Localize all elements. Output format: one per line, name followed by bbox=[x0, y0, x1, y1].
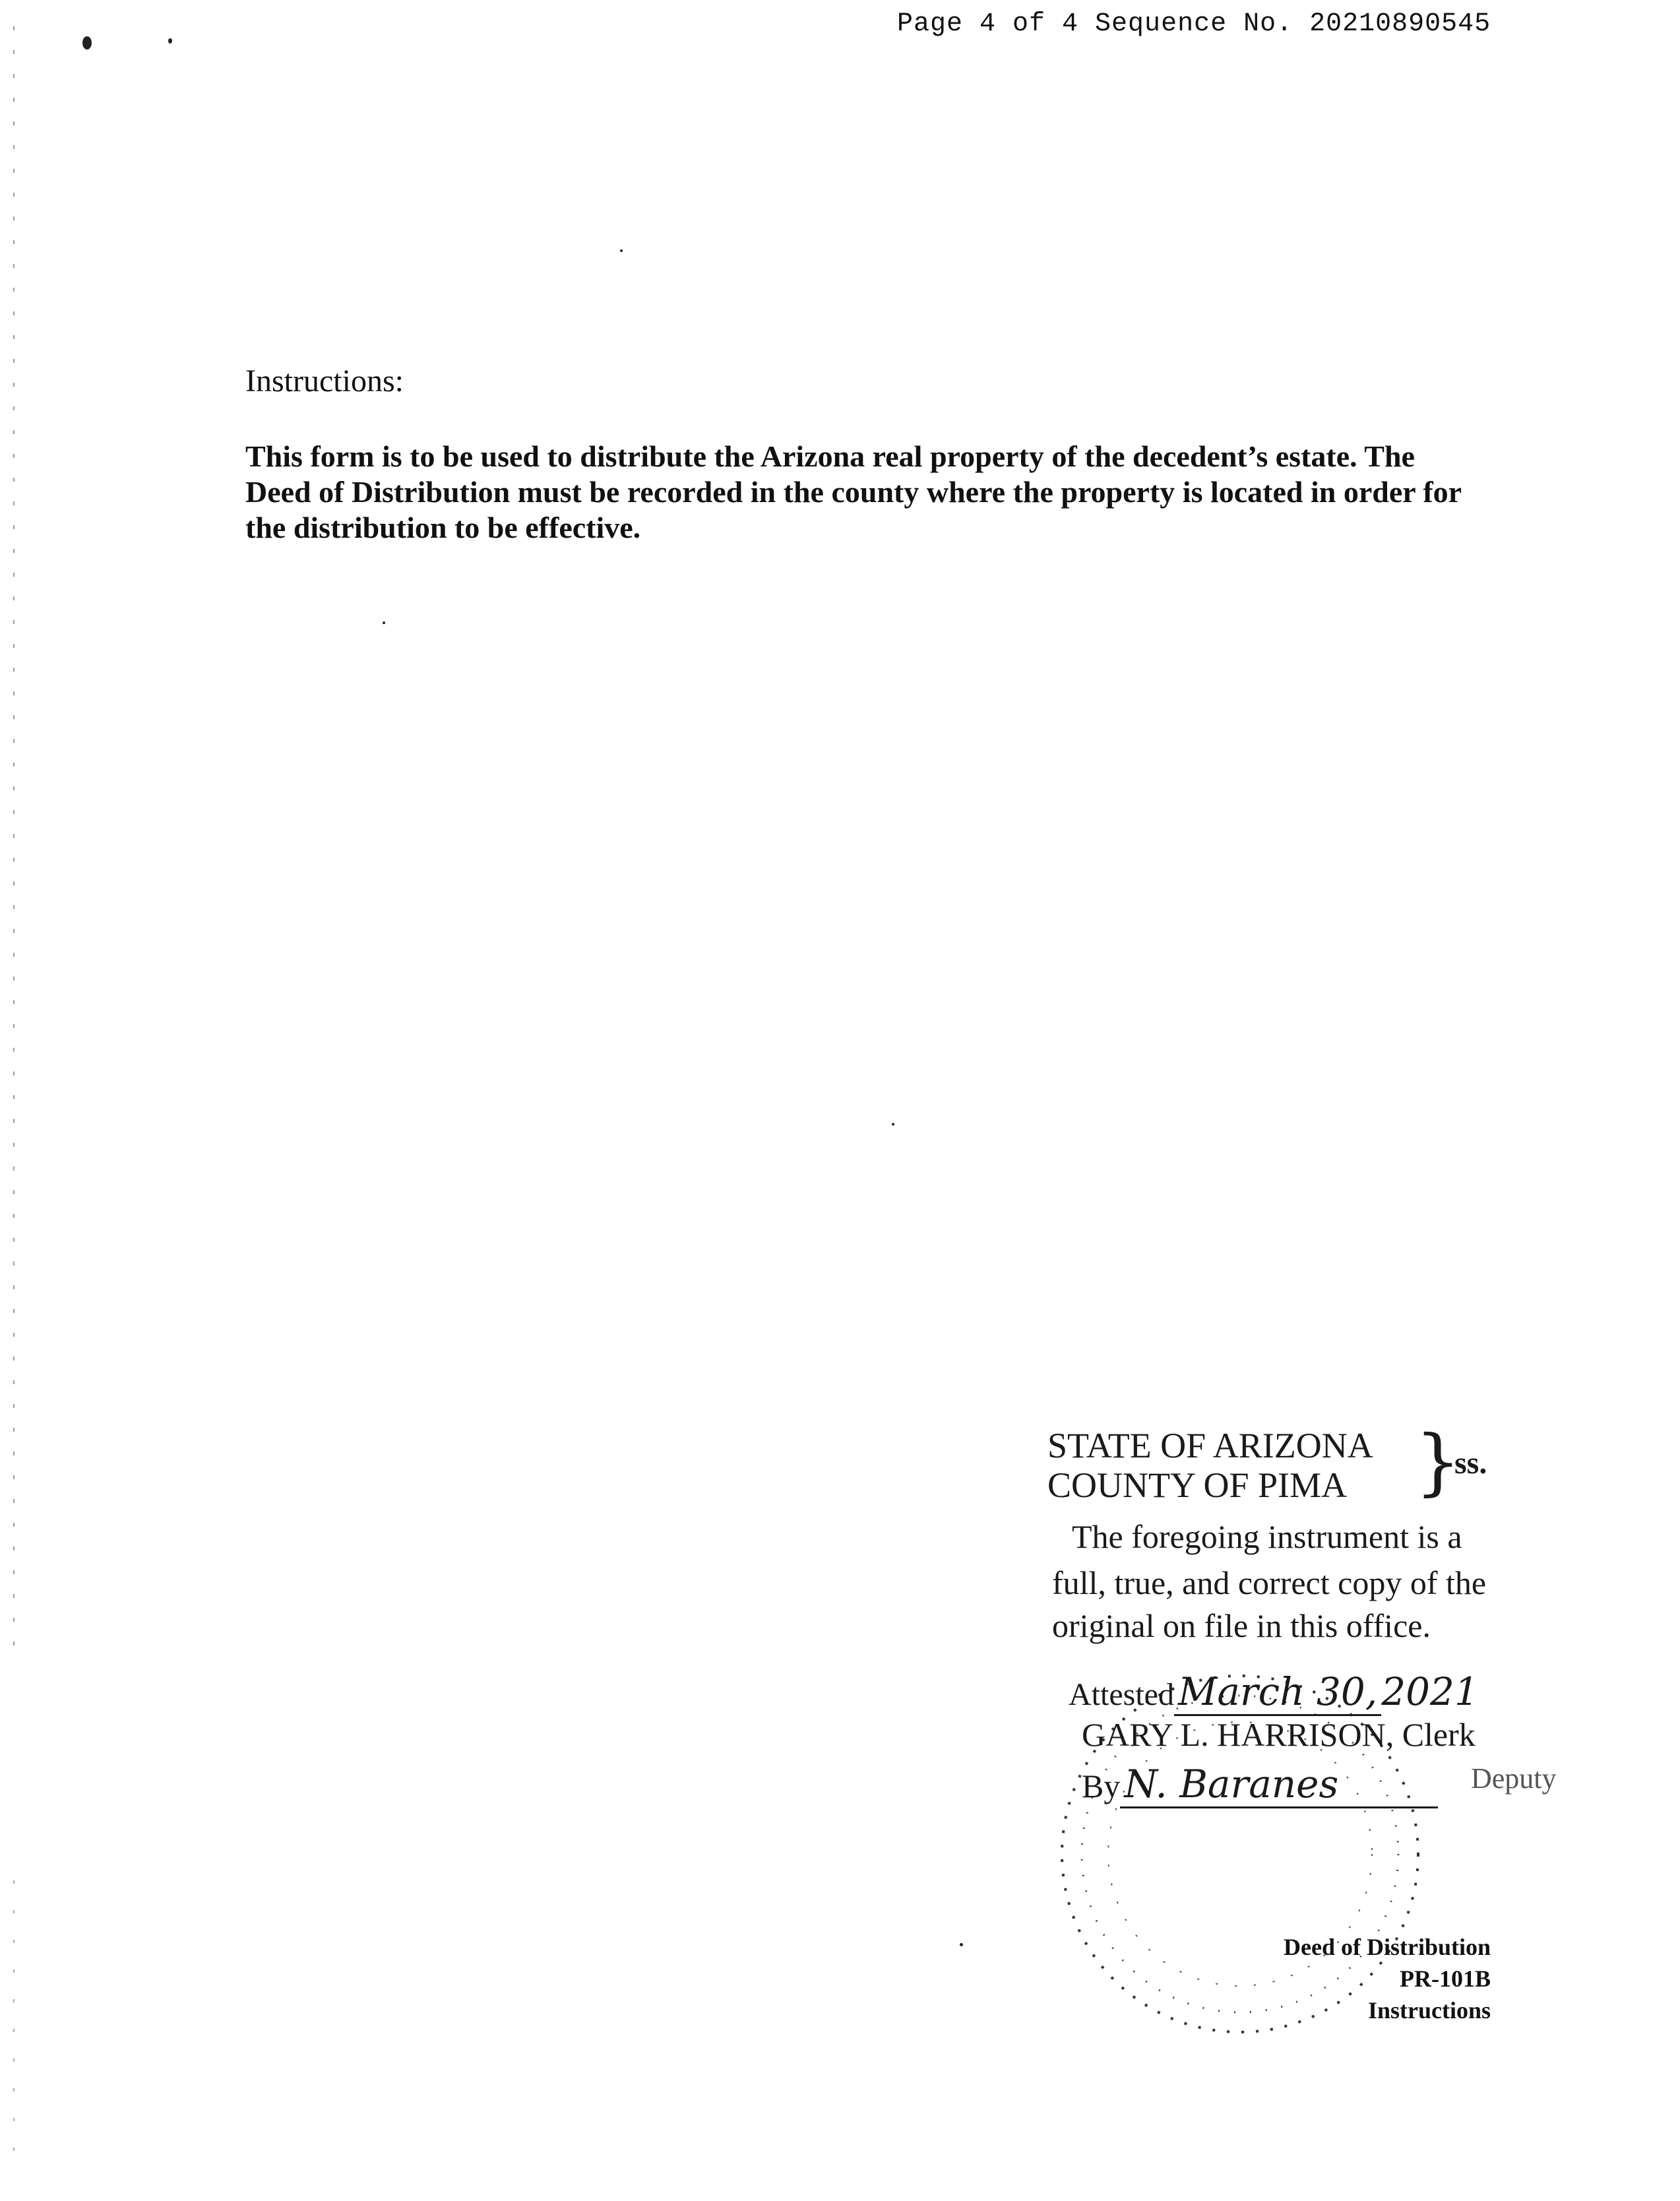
stamp-text-line: full, true, and correct copy of the bbox=[1052, 1564, 1487, 1601]
scan-speck bbox=[168, 38, 172, 44]
stamp-county: COUNTY OF PIMA bbox=[1047, 1465, 1348, 1505]
stamp-text-line: The foregoing instrument is a bbox=[1072, 1518, 1462, 1555]
stamp-brace: } bbox=[1415, 1419, 1461, 1504]
stamp-text-line: original on file in this office. bbox=[1052, 1607, 1431, 1644]
by-label: By bbox=[1082, 1768, 1121, 1804]
form-number: PR-101B bbox=[1400, 1965, 1491, 1992]
page-sequence-header: Page 4 of 4 Sequence No. 20210890545 bbox=[897, 9, 1491, 39]
scan-speck bbox=[82, 36, 92, 49]
instructions-line: the distribution to be effective. bbox=[245, 511, 641, 544]
scan-speck bbox=[383, 622, 385, 624]
instructions-heading: Instructions: bbox=[245, 364, 404, 399]
stamp-by bbox=[1082, 1762, 1438, 1808]
stamp-state: STATE OF ARIZONA bbox=[1047, 1426, 1373, 1465]
instructions-line: Deed of Distribution must be recorded in the county where the property is located in order for bbox=[245, 475, 1462, 509]
scan-speck bbox=[892, 1123, 894, 1126]
scan-speck bbox=[620, 249, 623, 252]
instructions-line: This form is to be used to distribute the Arizona real property of the decedent’s estate. The bbox=[245, 439, 1415, 473]
stamp-deputy: Deputy bbox=[1471, 1762, 1557, 1795]
stamp-clerk: GARY L. HARRISON, Clerk bbox=[1082, 1716, 1476, 1753]
scan-margin-marks bbox=[12, 0, 16, 2201]
form-title: Deed of Distribution bbox=[1284, 1934, 1491, 1960]
attested-year: 2021 bbox=[1381, 1669, 1479, 1714]
attested-date: March 30, bbox=[1174, 1669, 1381, 1716]
stamp-attested bbox=[1069, 1669, 1479, 1716]
attested-label: Attested bbox=[1069, 1677, 1174, 1712]
deputy-signature: N. Baranes bbox=[1120, 1762, 1438, 1808]
instructions-body bbox=[245, 439, 1485, 546]
certification-stamp bbox=[1042, 1419, 1609, 1953]
stamp-ss: ss. bbox=[1454, 1446, 1487, 1481]
scan-speck bbox=[960, 1943, 963, 1946]
form-subtitle: Instructions bbox=[1367, 1997, 1491, 2024]
